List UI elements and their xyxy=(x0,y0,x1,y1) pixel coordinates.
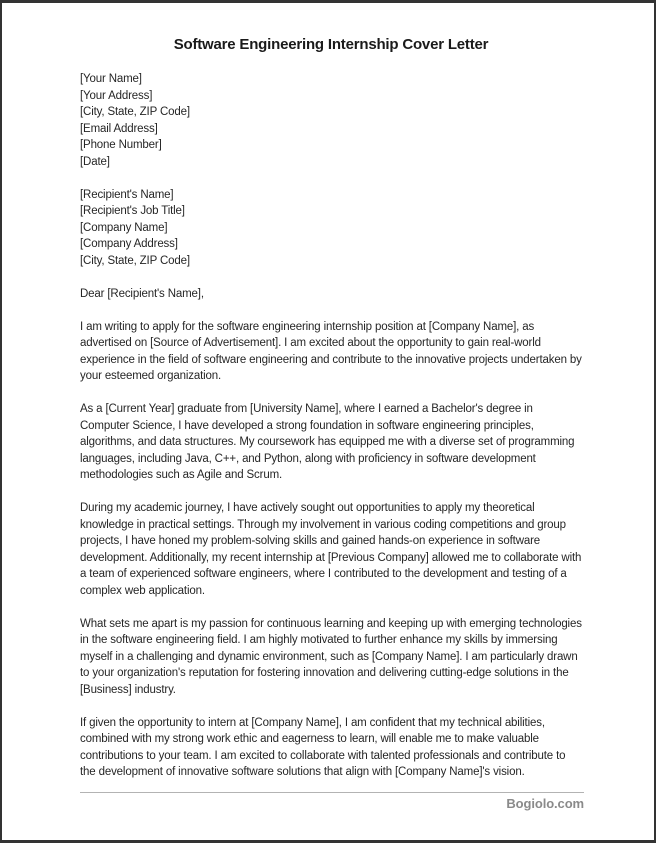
sender-name-line: [Your Name] xyxy=(80,73,142,85)
page-title: Software Engineering Internship Cover Letter xyxy=(173,36,489,53)
paragraph-introduction: I am writing to apply for the software engineering internship position at [Company Name], as advertised on [Source of Advertisement]. I am excited about the opportunity to gain real-world experience in the field of software engineering and contribute to the innovative projects undertaken by your esteemed organization. xyxy=(80,320,582,382)
sender-city-line: [City, State, ZIP Code] xyxy=(80,106,190,118)
recipient-city-line: [City, State, ZIP Code] xyxy=(80,254,190,267)
salutation: Dear [Recipient's Name], xyxy=(80,287,204,300)
paragraph-experience: During my academic journey, I have actively sought out opportunities to apply my theoretical knowledge in practical settings. Through my involvement in various coding competitions and group projects, I have honed my problem-solving skills and gained hands-on experience in software development. Additionally, my recent internship at [Previous Company] allowed me to collaborate with a team of experienced software engineers, where I contributed to the development and testing of a complex web application. xyxy=(80,502,582,597)
recipient-company-line: [Company Name] xyxy=(80,221,168,234)
recipient-block xyxy=(80,187,582,270)
paragraph-education: As a [Current Year] graduate from [University Name], where I earned a Bachelor's degree in Computer Science, I have developed a strong foundation in software engineering principles, algorithms, and data structures. My coursework has equipped me with a diverse set of programming languages, including Java, C++, and Python, along with proficiency in software development methodologies such as Agile and Scrum. xyxy=(80,403,575,481)
sender-block xyxy=(80,71,582,170)
sender-date-line: [Date] xyxy=(80,155,110,168)
footer-divider xyxy=(80,792,584,793)
sender-phone-line: [Phone Number] xyxy=(80,139,162,151)
sender-address-line: [Your Address] xyxy=(80,89,153,102)
recipient-job-title-line: [Recipient's Job Title] xyxy=(80,205,185,217)
page-footer xyxy=(80,792,584,812)
recipient-company-address-line: [Company Address] xyxy=(80,238,178,250)
sender-email-line: [Email Address] xyxy=(80,122,158,135)
footer-watermark: Bogiolo.com xyxy=(506,796,584,811)
paragraph-motivation: What sets me apart is my passion for continuous learning and keeping up with emerging technologies in the software engineering field. I am highly motivated to further enhance my skills by immersing myself in a challenging and dynamic environment, such as [Company Name]. I am particularly drawn to your organization's reputation for fostering innovation and delivering cutting-edge solutions in the [Business] industry. xyxy=(80,617,582,696)
recipient-name-line: [Recipient's Name] xyxy=(80,188,174,201)
letter-content xyxy=(80,3,582,797)
paragraph-closing: If given the opportunity to intern at [Company Name], I am confident that my technical abilities, combined with my strong work ethic and eagerness to learn, will enable me to make valuable contributions to your team. I am excited to collaborate with talented professionals and contribute to the development of innovative software solutions that align with [Company Name]'s vision. xyxy=(80,716,566,778)
